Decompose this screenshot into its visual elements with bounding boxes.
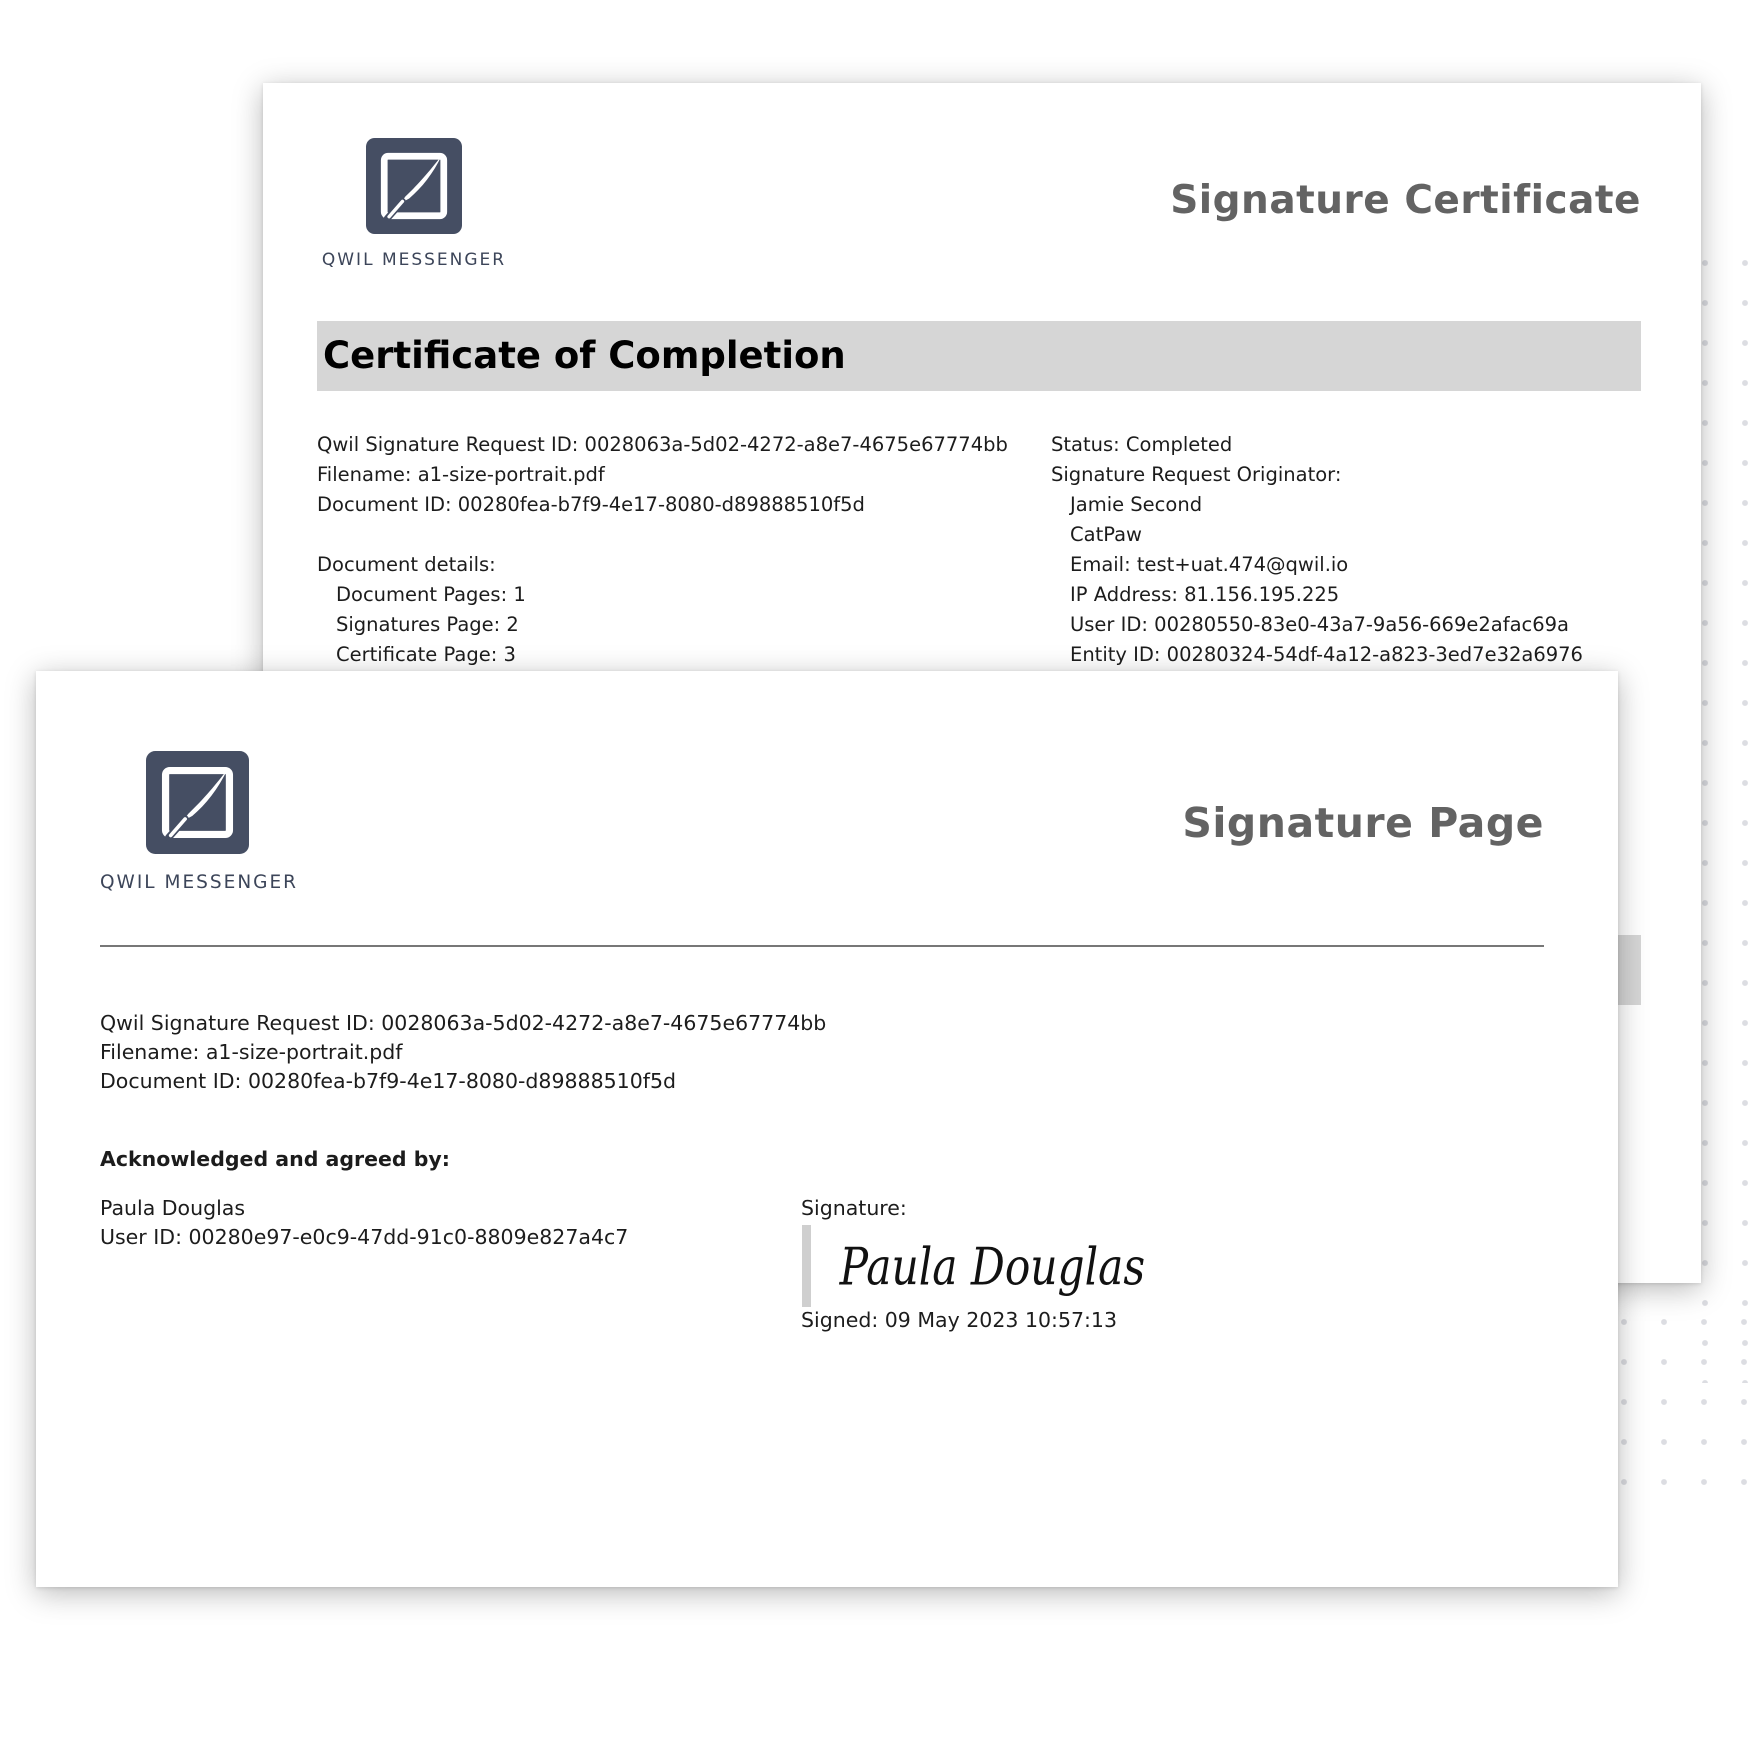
document-id: Document ID: 00280fea-b7f9-4e17-8080-d89888510f5d [100, 1069, 677, 1093]
certificate-page: Certificate Page: 3 [336, 643, 516, 666]
brand-name: QWIL MESSENGER [321, 250, 507, 270]
quill-pen-icon [366, 138, 462, 234]
acknowledged-heading: Acknowledged and agreed by: [100, 1147, 450, 1171]
certificate-banner: Certificate of Completion [317, 321, 1641, 391]
brand-logo [100, 751, 299, 896]
signature-image [836, 1224, 1146, 1308]
document-id: Document ID: 00280fea-b7f9-4e17-8080-d89888510f5d [317, 493, 865, 516]
svg-text:Paula Douglas: Paula Douglas [839, 1237, 1146, 1298]
signer-user-id: User ID: 00280e97-e0c9-47dd-91c0-8809e827a4c7 [100, 1225, 629, 1249]
signature-page [36, 671, 1618, 1587]
signature-box-border [802, 1225, 811, 1307]
originator-ip: IP Address: 81.156.195.225 [1070, 583, 1340, 606]
originator-entity-id: Entity ID: 00280324-54df-4a12-a823-3ed7e32a6976 [1070, 643, 1583, 666]
document-details-heading: Document details: [317, 553, 496, 576]
originator-company: CatPaw [1070, 523, 1142, 546]
signed-timestamp: Signed: 09 May 2023 10:57:13 [801, 1308, 1118, 1332]
status: Status: Completed [1051, 433, 1233, 456]
brand-logo [321, 138, 507, 278]
request-id: Qwil Signature Request ID: 0028063a-5d02-4272-a8e7-4675e67774bb [100, 1011, 827, 1035]
document-pages: Document Pages: 1 [336, 583, 526, 606]
originator-user-id: User ID: 00280550-83e0-43a7-9a56-669e2afac69a [1070, 613, 1570, 636]
filename: Filename: a1-size-portrait.pdf [100, 1040, 403, 1064]
quill-pen-icon [146, 751, 249, 854]
signatures-page: Signatures Page: 2 [336, 613, 519, 636]
brand-name: QWIL MESSENGER [100, 872, 299, 893]
background-dot-pattern [1604, 1302, 1760, 1502]
signature-label: Signature: [801, 1196, 907, 1220]
page-title: Signature Certificate [1170, 178, 1641, 223]
request-id: Qwil Signature Request ID: 0028063a-5d02-4272-a8e7-4675e67774bb [317, 433, 1008, 456]
originator-heading: Signature Request Originator: [1051, 463, 1342, 486]
page-title: Signature Page [1182, 799, 1544, 847]
signer-name: Paula Douglas [100, 1196, 246, 1220]
originator-name: Jamie Second [1070, 493, 1203, 516]
originator-email: Email: test+uat.474@qwil.io [1070, 553, 1349, 576]
filename: Filename: a1-size-portrait.pdf [317, 463, 605, 486]
header-divider [100, 945, 1544, 947]
